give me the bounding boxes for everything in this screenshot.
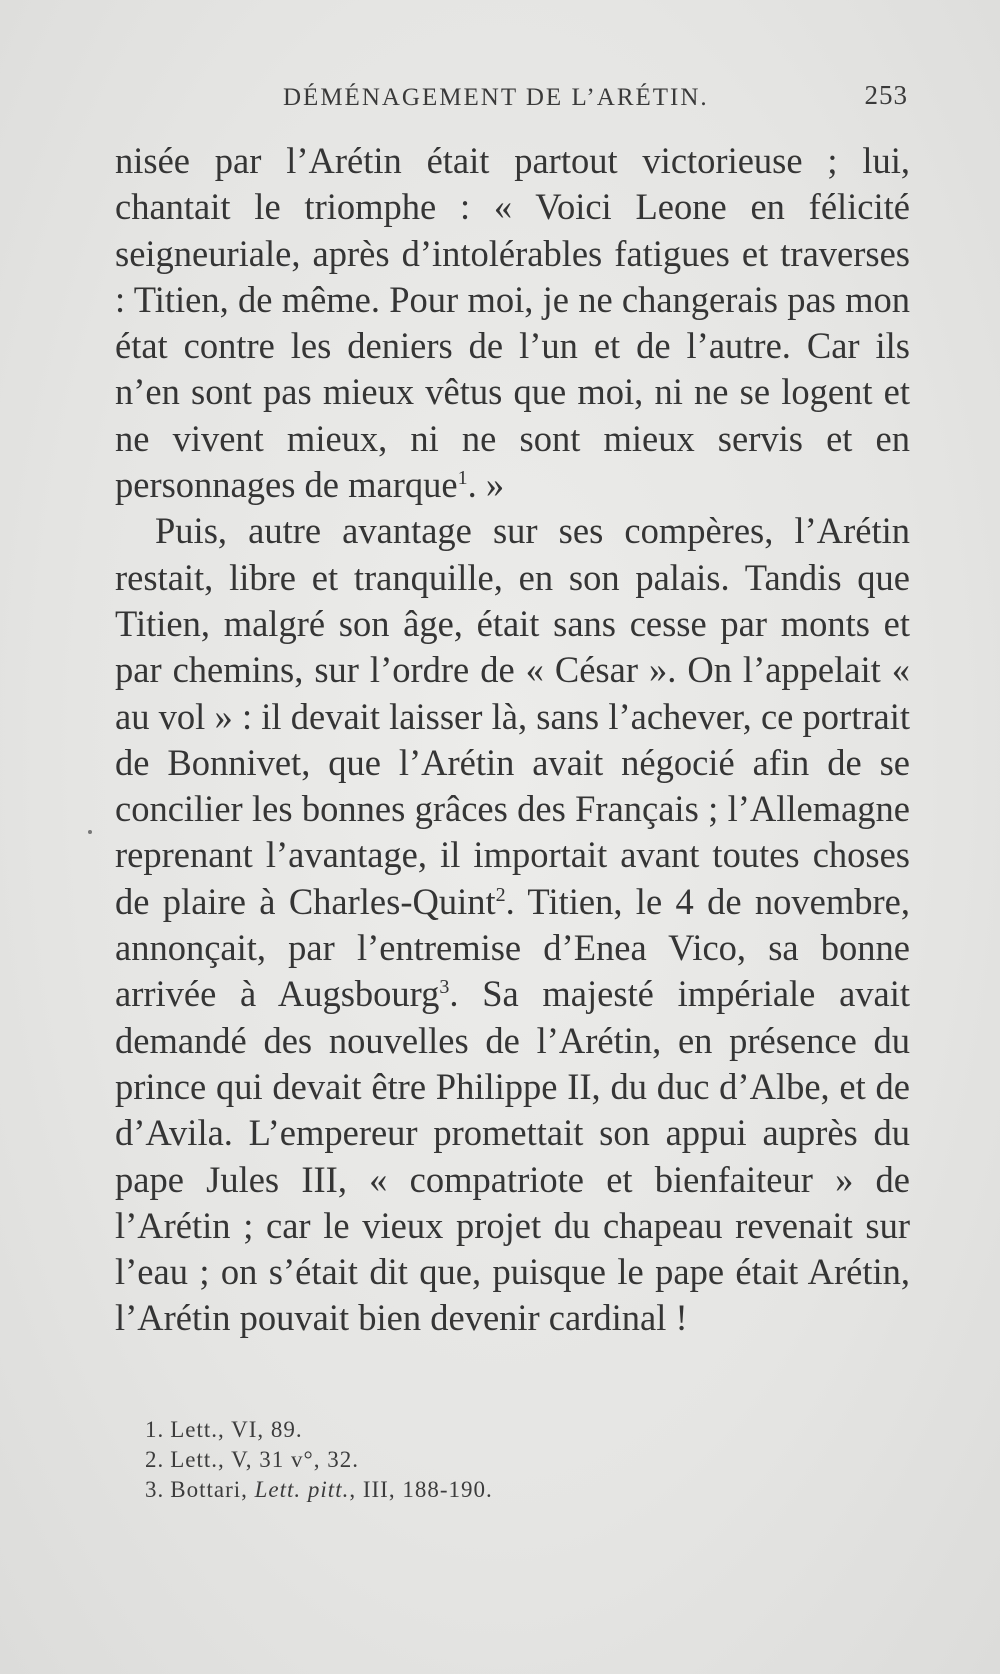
- paragraph-text: . Titien, le 4 de novembre, annonçait, par l’entremise d’Enea Vico, sa bonne arrivée à Augsbourg: [115, 880, 910, 1015]
- footnote-2: [145, 1445, 493, 1475]
- footnote-number: 3.: [145, 1477, 165, 1502]
- footnote-text: Bottari,: [170, 1477, 248, 1502]
- footnotes: [145, 1415, 493, 1505]
- paragraph-text: . »: [467, 464, 505, 506]
- footnote-ref-3: 3: [439, 976, 450, 999]
- footnote-number: 1.: [145, 1417, 165, 1442]
- body-text: [115, 138, 910, 1342]
- paper-speck: [88, 830, 92, 834]
- footnote-title-italic: Lett. pitt.: [254, 1477, 350, 1502]
- running-title: DÉMÉNAGEMENT DE L’ARÉTIN.: [283, 84, 709, 111]
- paragraph-text: . Sa majesté impériale avait demandé des nouvelles de l’Arétin, en présence du prince qui devait être Philippe II, du duc d’Albe, et de d’Avila. L’empereur promettait son appui auprès du pape Jules III, « compatriote et bienfaiteur » de l’Arétin ; car le vieux projet du chapeau revenait sur l’eau ; on s’était dit que, puisque le pape était Arétin, l’Arétin pouvait bien devenir cardinal !: [115, 973, 910, 1339]
- page-number: 253: [864, 80, 908, 110]
- running-head: [118, 78, 908, 118]
- footnote-text: Lett., VI, 89.: [170, 1417, 303, 1442]
- footnote-3: [145, 1475, 493, 1505]
- paragraph-1: [115, 138, 910, 508]
- paragraph-text: Puis, autre avantage sur ses compères, l’Arétin restait, libre et tranquille, en son palais. Tandis que Titien, malgré son âge, était sans cesse par monts et par chemins, sur l’ordre de « César ». On l’appelait « au vol » : il devait laisser là, sans l’achever, ce portrait de Bonnivet, que l’Arétin avait négocié afin de se concilier les bonnes grâces des Français ; l’Allemagne reprenant l’avantage, il importait avant toutes choses de plaire à Charles-Quint: [115, 510, 910, 922]
- footnote-ref-1: 1: [457, 466, 468, 489]
- footnote-text: Lett., V, 31 v°, 32.: [170, 1447, 359, 1472]
- footnote-number: 2.: [145, 1447, 165, 1472]
- footnote-text: , III, 188-190.: [349, 1477, 493, 1502]
- paragraph-2: [115, 508, 910, 1341]
- paragraph-text: nisée par l’Arétin était partout victorieuse ; lui, chantait le triomphe : « Voici Leone en félicité seigneuriale, après d’intolérables fatigues et traverses : Titien, de même. Pour moi, je ne changerais pas mon état contre les deniers de l’un et de l’autre. Car ils n’en sont pas mieux vêtus que moi, ni ne se logent et ne vivent mieux, ni ne sont mieux servis et en personnages de marque: [115, 140, 910, 506]
- footnote-ref-2: 2: [495, 883, 506, 906]
- footnote-1: [145, 1415, 493, 1445]
